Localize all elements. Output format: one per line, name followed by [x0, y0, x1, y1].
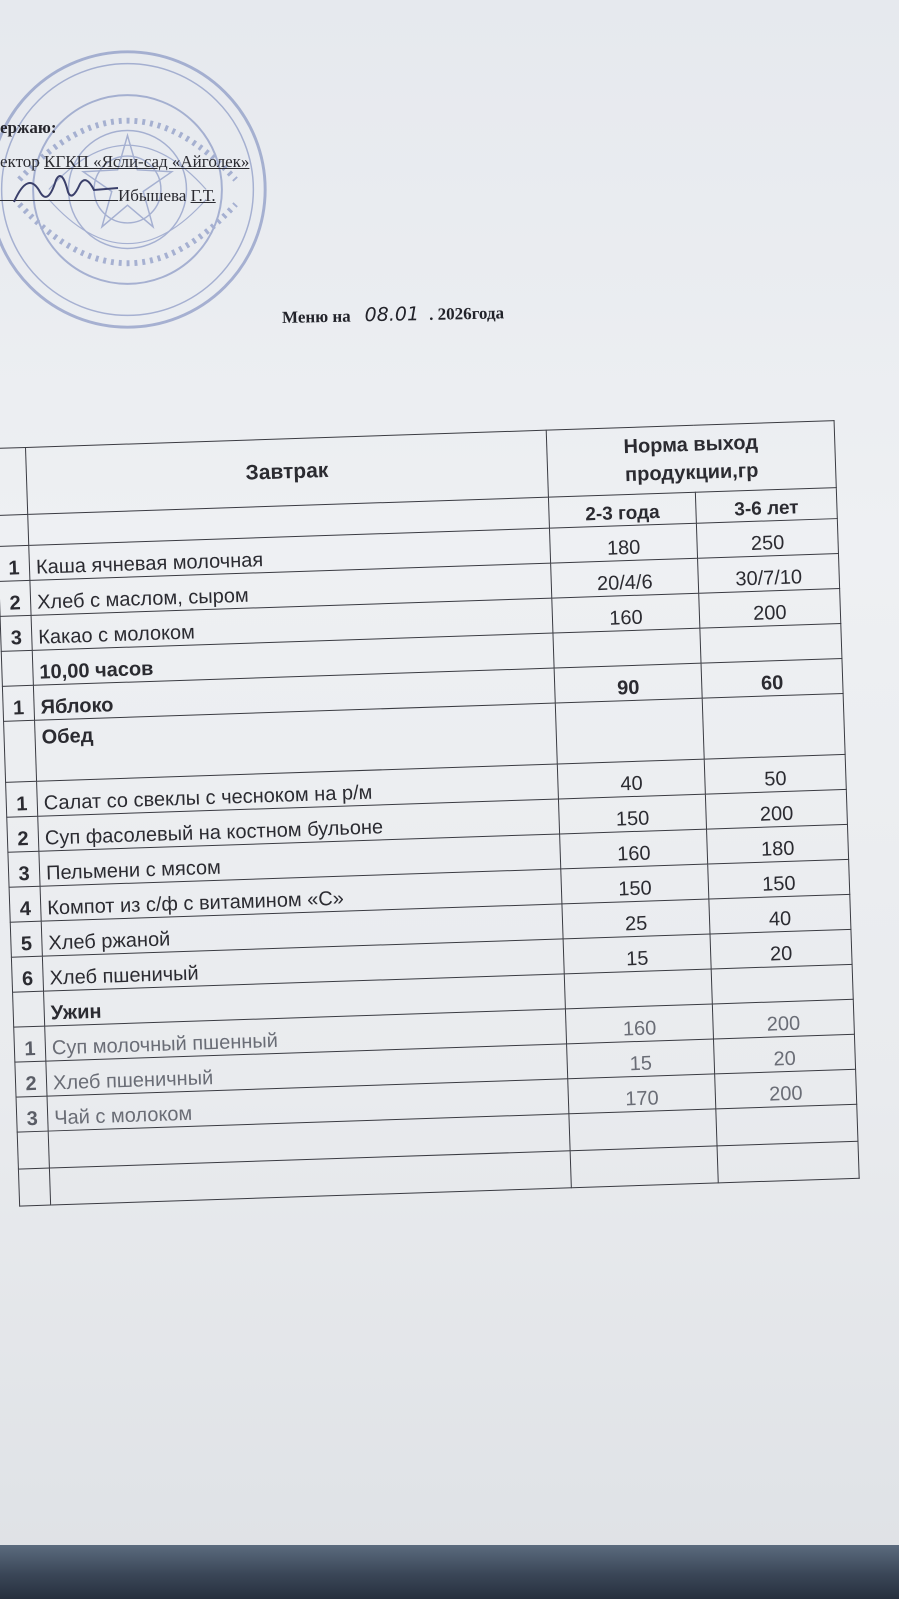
row-number: 2: [15, 1061, 47, 1097]
portion-2-3: 160: [565, 1004, 713, 1044]
dish-name: Салат со свеклы с чесноком на р/м: [37, 764, 559, 816]
portion-3-6: 50: [704, 754, 846, 794]
portion-3-6: 180: [707, 824, 849, 864]
organization-name: КГКП «Ясли-сад «Айголек»: [44, 152, 250, 171]
dish-name: Пельмени с мясом: [39, 834, 561, 886]
dish-name: Хлеб с маслом, сыром: [30, 563, 552, 615]
portion-2-3: 160: [552, 593, 700, 633]
portion-2-3: 20/4/6: [551, 558, 699, 598]
portion-3-6: [716, 1104, 858, 1146]
row-number: [1, 650, 33, 686]
signer-name: Ибышева: [118, 186, 191, 205]
portion-2-3: [564, 969, 712, 1009]
dish-name: Компот из с/ф с витамином «С»: [40, 869, 562, 921]
portion-2-3: [555, 698, 704, 764]
section-title: Обед: [35, 703, 558, 781]
signer-initials: Г.Т.: [190, 186, 216, 205]
row-number: 3: [16, 1096, 48, 1132]
row-number: 1: [2, 685, 34, 721]
norma-header-line2: продукции,гр: [624, 459, 759, 487]
portion-2-3: 150: [558, 794, 706, 834]
portion-3-6: 60: [701, 659, 843, 699]
portion-2-3: 15: [567, 1039, 715, 1079]
dish-name: Хлеб пшеничый: [42, 939, 564, 991]
approve-label: ержаю:: [0, 118, 57, 137]
meal-header: Завтрак: [25, 430, 548, 514]
row-number: 1: [0, 545, 30, 581]
portion-3-6: 150: [708, 859, 850, 899]
norma-header-line1: Норма выход: [623, 431, 759, 459]
row-number: 2: [0, 580, 31, 616]
menu-title-prefix: Меню на: [281, 306, 351, 327]
portion-3-6: 30/7/10: [698, 554, 840, 594]
portion-2-3: [553, 628, 701, 668]
dish-name: Какао с молоком: [31, 598, 553, 650]
portion-3-6: 20: [713, 1034, 855, 1074]
portion-3-6: 200: [705, 789, 847, 829]
dish-name: Суп фасолевый на костном бульоне: [38, 799, 560, 851]
norma-header: [546, 421, 836, 498]
row-number: [17, 1131, 49, 1169]
row-number: 3: [8, 851, 40, 887]
menu-table-container: [0, 420, 860, 1206]
section-title: 10,00 часов: [32, 633, 554, 685]
row-number: [18, 1168, 50, 1206]
header-num-cell: [0, 447, 28, 515]
portion-3-6: 250: [696, 519, 838, 559]
portion-3-6: [700, 624, 842, 664]
director-prefix: ектор: [0, 152, 45, 171]
dish-name: Суп молочный пшенный: [45, 1009, 567, 1061]
portion-2-3: [569, 1109, 717, 1151]
portion-2-3: [570, 1146, 718, 1188]
row-number: 6: [11, 956, 43, 992]
row-number: 3: [0, 615, 32, 651]
portion-3-6: 200: [699, 589, 841, 629]
row-number: 1: [6, 781, 38, 817]
row-number: [13, 991, 45, 1027]
dish-name: Хлеб пшеничный: [46, 1044, 568, 1096]
portion-3-6: [717, 1141, 859, 1183]
portion-2-3: 160: [560, 829, 708, 869]
portion-3-6: 20: [710, 929, 852, 969]
dish-name: Яблоко: [33, 668, 555, 720]
portion-2-3: 170: [568, 1074, 716, 1114]
portion-2-3: 25: [562, 899, 710, 939]
portion-2-3: 180: [549, 523, 697, 563]
section-title: Ужин: [44, 974, 566, 1026]
portion-2-3: 40: [557, 759, 705, 799]
portion-3-6: 200: [712, 999, 854, 1039]
handwritten-signature-icon: [8, 162, 128, 212]
portion-3-6: 200: [715, 1069, 857, 1109]
age-group-2-3: 2-3 года: [548, 492, 696, 528]
menu-date: 08.01: [364, 303, 420, 327]
dish-name: Чай с молоком: [47, 1079, 569, 1131]
dish-name: Хлеб ржаной: [41, 904, 563, 956]
portion-2-3: 150: [561, 864, 709, 904]
menu-title: [282, 301, 504, 328]
row-number: 4: [9, 886, 41, 922]
dish-name: Каша ячневая молочная: [29, 528, 551, 580]
portion-2-3: 15: [563, 934, 711, 974]
portion-3-6: 40: [709, 894, 851, 934]
background-surface: [0, 1545, 899, 1599]
row-number: 5: [10, 921, 42, 957]
portion-3-6: [702, 693, 845, 759]
row-number: [4, 720, 37, 782]
menu-table: [0, 420, 860, 1206]
portion-3-6: [711, 964, 853, 1004]
row-number: 2: [7, 816, 39, 852]
row-number: 1: [14, 1026, 46, 1062]
age-num-cell: [0, 514, 29, 546]
portion-2-3: 90: [554, 663, 702, 703]
menu-year: . 2026года: [428, 303, 505, 324]
age-group-3-6: 3-6 лет: [695, 488, 837, 524]
